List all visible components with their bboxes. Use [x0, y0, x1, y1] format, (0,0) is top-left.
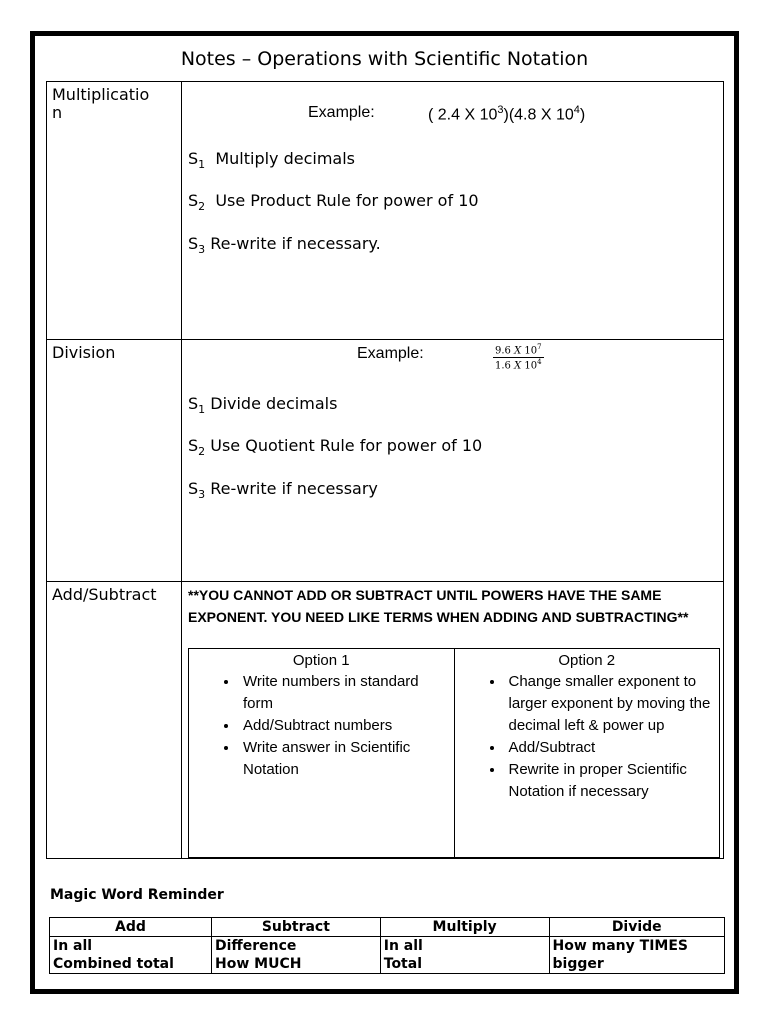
option-1-heading: Option 1 [292, 652, 350, 669]
multiplication-content [182, 82, 724, 340]
header-divide: Divide [549, 918, 725, 937]
list-item: • Rewrite in proper Scientific Notation if necessary [505, 759, 714, 803]
header-multiply: Multiply [380, 918, 549, 937]
multiplication-step-1: $S_1$ Multiply decimals [188, 149, 356, 172]
add-words: In all Combined total [50, 937, 212, 974]
operations-table [46, 81, 724, 859]
fraction-numerator: 9.6 X $10^7$ [495, 343, 542, 357]
division-step-2: $S_2$ Use Quotient Rule for power of 10 [188, 436, 483, 459]
list-item: • Add/Subtract numbers [239, 715, 448, 737]
multiplication-step-2: $S_2$ Use Product Rule for power of 10 [188, 191, 479, 214]
option-2-heading: Option 2 [558, 652, 616, 669]
worksheet-frame [30, 31, 739, 994]
multiplication-example-expression: ( 2.4 X $10^3)(4.8$ X $10^4$) [428, 104, 586, 124]
list-item: • Write numbers in standard form [239, 671, 448, 715]
division-step-1: $S_1$ Divide decimals [188, 394, 338, 417]
division-row [47, 340, 724, 582]
multiply-words: In all Total [380, 937, 549, 974]
magic-word-heading: Magic Word Reminder [50, 887, 224, 903]
option-1-cell [189, 649, 455, 858]
option-1-list [195, 671, 448, 781]
list-item: • Write answer in Scientific Notation [239, 737, 448, 781]
magic-word-header-row [50, 918, 725, 937]
add-subtract-content [182, 582, 724, 859]
option-2-list [461, 671, 714, 803]
list-item: • Change smaller exponent to larger exponent by moving the decimal left & power up [505, 671, 714, 737]
options-table [188, 648, 720, 858]
multiplication-row [47, 82, 724, 340]
header-subtract: Subtract [212, 918, 381, 937]
list-item: • Add/Subtract [505, 737, 714, 759]
division-example-fraction [493, 344, 544, 372]
divide-words: How many TIMES bigger [549, 937, 725, 974]
division-step-3: $S_3$ Re-write if necessary [188, 479, 378, 502]
option-2-cell [454, 649, 720, 858]
multiplication-step-3: $S_3$ Re-write if necessary. [188, 234, 381, 257]
division-example-label: Example: [357, 345, 424, 362]
division-content [182, 340, 724, 582]
subtract-words: Difference How MUCH [212, 937, 381, 974]
magic-word-table [49, 917, 725, 974]
division-label: Division [47, 340, 182, 582]
multiplication-label: Multiplicatio n [47, 82, 182, 340]
like-terms-warning: **YOU CANNOT ADD OR SUBTRACT UNTIL POWERS HAVE THE SAME EXPONENT. YOU NEED LIKE TERMS WHEN ADDING AND SUBTRACTING** [188, 587, 689, 625]
multiplication-example-label: Example: [308, 104, 375, 121]
header-add: Add [50, 918, 212, 937]
magic-word-row [50, 937, 725, 974]
add-subtract-row [47, 582, 724, 859]
page-title: Notes – Operations with Scientific Notation [180, 48, 589, 70]
fraction-denominator: 1.6 X $10^4$ [495, 358, 542, 372]
add-subtract-label: Add/Subtract [47, 582, 182, 859]
